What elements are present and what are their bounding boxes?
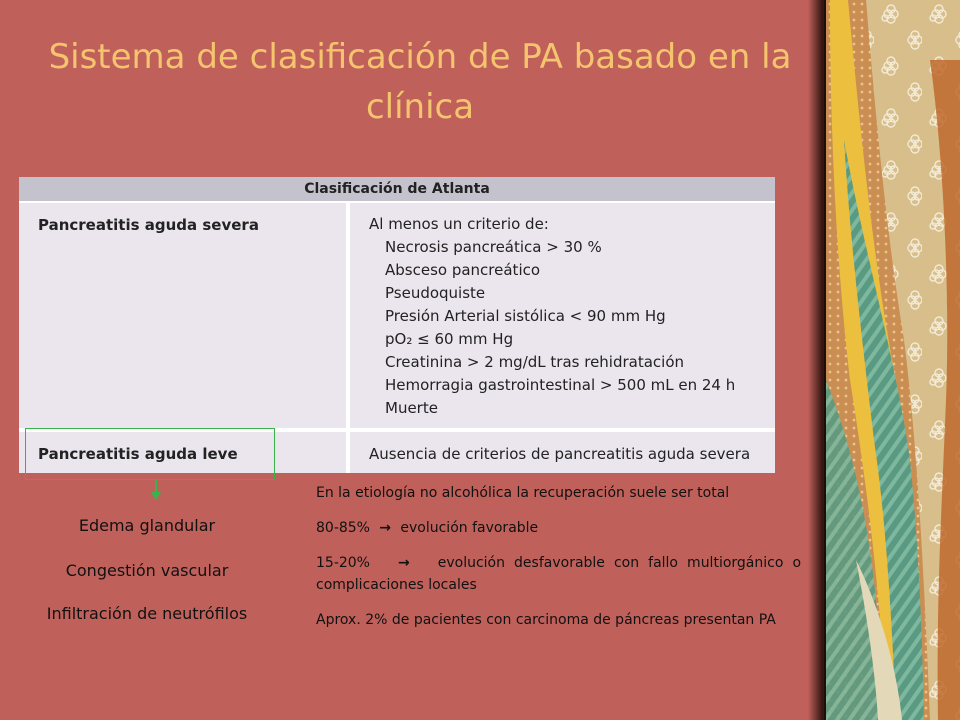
severe-label: Pancreatitis aguda severa — [38, 216, 259, 234]
mild-label: Pancreatitis aguda leve — [38, 445, 238, 463]
note-etiology: En la etiología no alcohólica la recuperación suele ser total — [316, 485, 730, 501]
notes — [316, 482, 801, 644]
mild-feature: Congestión vascular — [65, 561, 229, 580]
slide-title: Sistema de clasificación de PA basado en la clínica — [48, 37, 792, 127]
criteria-item: Necrosis pancreática > 30 % — [385, 238, 602, 256]
percentage-unfavorable: 15-20% — [316, 555, 370, 571]
note-unfavorable-text: evolución desfavorable con fallo multiorgánico o complicaciones locales — [316, 555, 802, 593]
note-favorable — [316, 517, 801, 539]
note-carcinoma: Aprox. 2% de pacientes con carcinoma de páncreas presentan PA — [316, 612, 776, 628]
criteria-item: Muerte — [385, 399, 438, 417]
criteria-intro: Al menos un criterio de: — [369, 215, 549, 233]
right-arrow-icon: → — [374, 520, 396, 536]
mild-feature: Edema glandular — [78, 516, 216, 535]
right-arrow-icon: → — [379, 555, 429, 571]
criteria-list — [369, 213, 735, 420]
criteria-item: Hemorragia gastrointestinal > 500 mL en 24 h — [385, 376, 736, 394]
column-divider — [346, 203, 350, 473]
floral-pattern-icon — [826, 0, 960, 720]
mild-description: Ausencia de criterios de pancreatitis aguda severa — [369, 445, 751, 463]
decorative-border — [826, 0, 960, 720]
criteria-item: pO₂ ≤ 60 mm Hg — [385, 330, 514, 348]
mild-highlight-box — [25, 428, 275, 480]
mild-feature: Infiltración de neutrófilos — [46, 604, 248, 623]
criteria-item: Pseudoquiste — [385, 284, 486, 302]
table-header: Clasificación de Atlanta — [19, 177, 775, 203]
criteria-item: Creatinina > 2 mg/dL tras rehidratación — [385, 353, 685, 371]
criteria-item: Presión Arterial sistólica < 90 mm Hg — [385, 307, 666, 325]
criteria-item: Absceso pancreático — [385, 261, 541, 279]
arrow-head-icon — [151, 492, 161, 500]
percentage-favorable: 80-85% — [316, 520, 370, 536]
note-unfavorable — [316, 552, 801, 596]
note-favorable-text: evolución favorable — [400, 520, 539, 536]
